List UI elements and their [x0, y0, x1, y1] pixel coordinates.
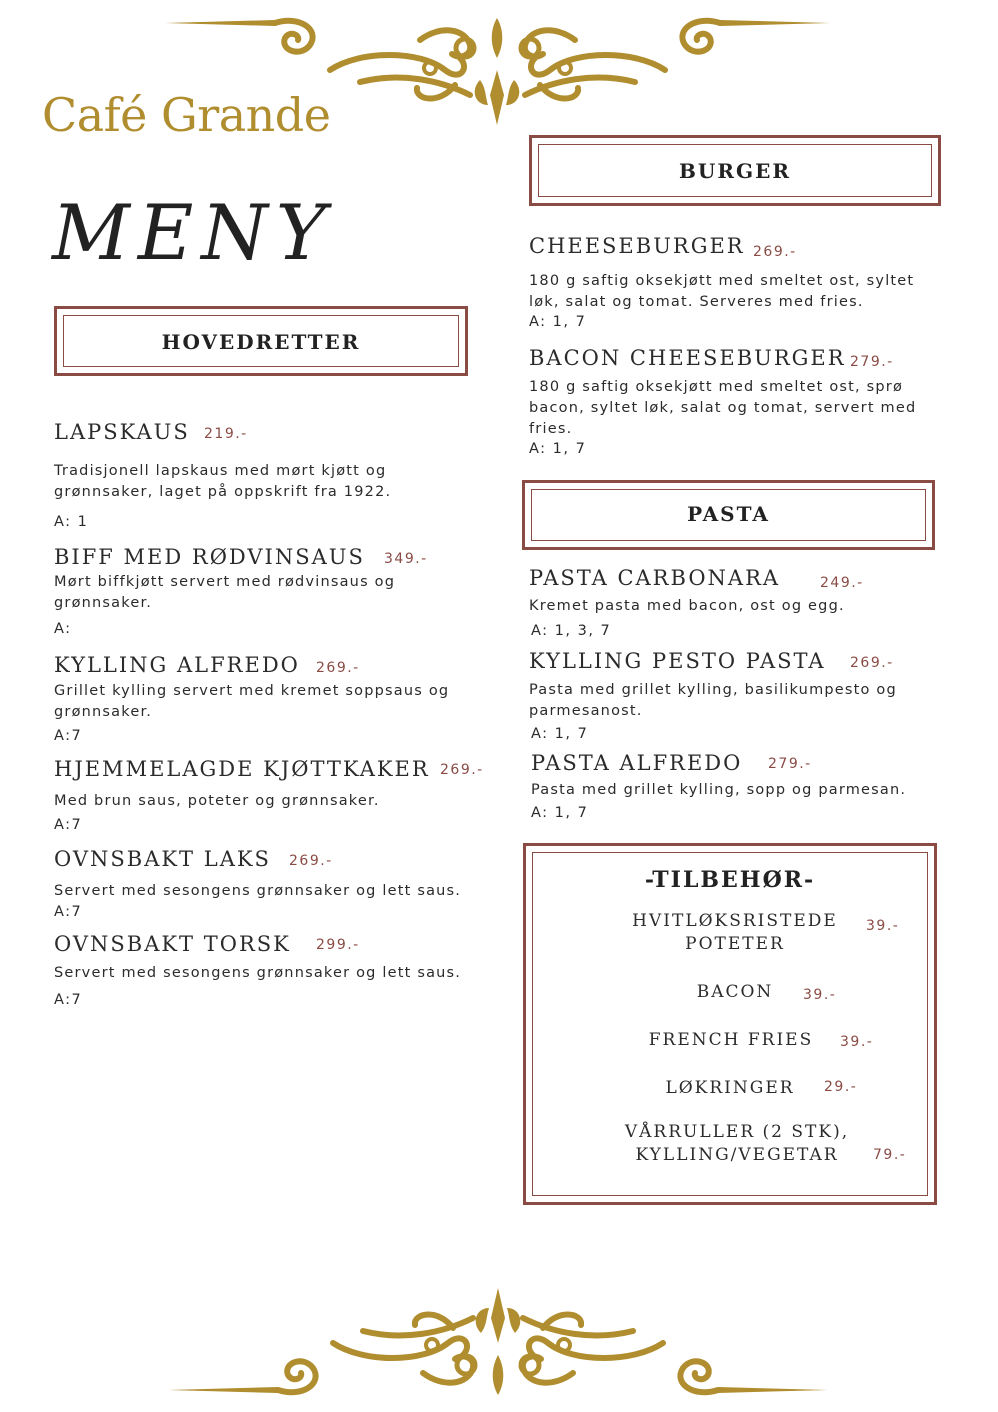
dish-name: PASTA CARBONARA	[529, 566, 781, 590]
dish-price: 269.-	[753, 244, 797, 260]
dish-name: PASTA ALFREDO	[531, 751, 743, 775]
dish-description: Pasta med grillet kylling, basilikumpesto og parmesanost.	[529, 682, 897, 719]
dish-name: BACON CHEESEBURGER	[529, 346, 846, 370]
dish-description: 180 g saftig oksekjøtt med smeltet ost, syltet løk, salat og tomat. Serveres med fries.	[529, 273, 915, 310]
dish-name: LAPSKAUS	[54, 420, 190, 444]
side-item-price: 39.-	[866, 918, 900, 934]
dish-allergens: A: 1, 7	[531, 726, 589, 742]
burger-heading: BURGER	[679, 159, 791, 183]
side-item-price: 29.-	[824, 1079, 858, 1095]
dish-price: 269.-	[316, 660, 360, 676]
hovedretter-header-box	[54, 306, 468, 376]
dish-price: 249.-	[820, 575, 864, 591]
dish-description: Med brun saus, poteter og grønnsaker.	[54, 793, 380, 809]
tilbehor-heading: -TILBEHØR-	[644, 867, 816, 893]
dish-allergens: A: 1	[54, 514, 89, 530]
menu-title: MENY	[52, 188, 334, 277]
pasta-heading: PASTA	[687, 502, 770, 526]
side-item-name-line1: BACON	[696, 982, 774, 1002]
dish-name: KYLLING PESTO PASTA	[529, 649, 826, 673]
brand-logo: Café Grande	[42, 88, 331, 142]
dish-price: 219.-	[204, 426, 248, 442]
side-item-price: 39.-	[840, 1034, 874, 1050]
dish-name: OVNSBAKT TORSK	[54, 932, 291, 956]
dish-price: 279.-	[768, 756, 812, 772]
dish-allergens: A: 1, 3, 7	[531, 623, 612, 639]
dish-description: Servert med sesongens grønnsaker og lett saus.	[54, 883, 462, 899]
dish-name: HJEMMELAGDE KJØTTKAKER	[54, 757, 430, 781]
dish-price: 299.-	[316, 937, 360, 953]
burger-header-box	[529, 135, 941, 206]
side-item	[596, 1029, 866, 1052]
dish-allergens: A: 1, 7	[529, 314, 587, 330]
dish-description: Kremet pasta med bacon, ost og egg.	[529, 598, 845, 614]
dish-description: Tradisjonell lapskaus med mørt kjøtt og grønnsaker, laget på oppskrift fra 1922.	[54, 463, 392, 500]
dish-price: 279.-	[850, 354, 894, 370]
dish-allergens: A:7	[54, 904, 83, 920]
dish-price: 269.-	[850, 655, 894, 671]
side-item-name-line1: FRENCH FRIES	[648, 1030, 814, 1050]
hovedretter-heading: HOVEDRETTER	[161, 330, 361, 354]
dish-allergens: A: 1, 7	[529, 441, 587, 457]
dish-description: Servert med sesongens grønnsaker og lett saus.	[54, 965, 462, 981]
dish-allergens: A:7	[54, 992, 83, 1008]
dish-allergens: A:7	[54, 817, 83, 833]
side-item	[602, 1121, 872, 1167]
dish-description: 180 g saftig oksekjøtt med smeltet ost, sprø bacon, syltet løk, salat og tomat, servert med fries.	[529, 379, 917, 437]
pasta-header-box	[522, 480, 935, 550]
side-item-name-line2: POTETER	[685, 934, 785, 954]
side-item-name-line1: HVITLØKSRISTEDE	[632, 911, 838, 931]
dish-name: BIFF MED RØDVINSAUS	[54, 545, 365, 569]
dish-name: OVNSBAKT LAKS	[54, 847, 271, 871]
dish-name: CHEESEBURGER	[529, 234, 745, 258]
dish-price: 269.-	[289, 853, 333, 869]
side-item-price: 39.-	[803, 987, 837, 1003]
side-item-price: 79.-	[873, 1147, 907, 1163]
dish-description: Pasta med grillet kylling, sopp og parmesan.	[531, 782, 907, 798]
dish-allergens: A:	[54, 621, 72, 637]
side-item	[600, 910, 870, 956]
dish-price: 349.-	[384, 551, 428, 567]
side-item-name-line1: VÅRRULLER (2 STK),	[624, 1122, 850, 1142]
dish-description: Grillet kylling servert med kremet soppsaus og grønnsaker.	[54, 683, 450, 720]
dish-allergens: A: 1, 7	[531, 805, 589, 821]
dish-price: 269.-	[440, 762, 484, 778]
side-item-name-line1: LØKRINGER	[665, 1078, 795, 1098]
dish-name: KYLLING ALFREDO	[54, 653, 300, 677]
side-item-name-line2: KYLLING/VEGETAR	[635, 1145, 839, 1165]
dish-description: Mørt biffkjøtt servert med rødvinsaus og grønnsaker.	[54, 574, 396, 611]
dish-allergens: A:7	[54, 728, 83, 744]
bottom-ornament	[0, 1285, 998, 1405]
